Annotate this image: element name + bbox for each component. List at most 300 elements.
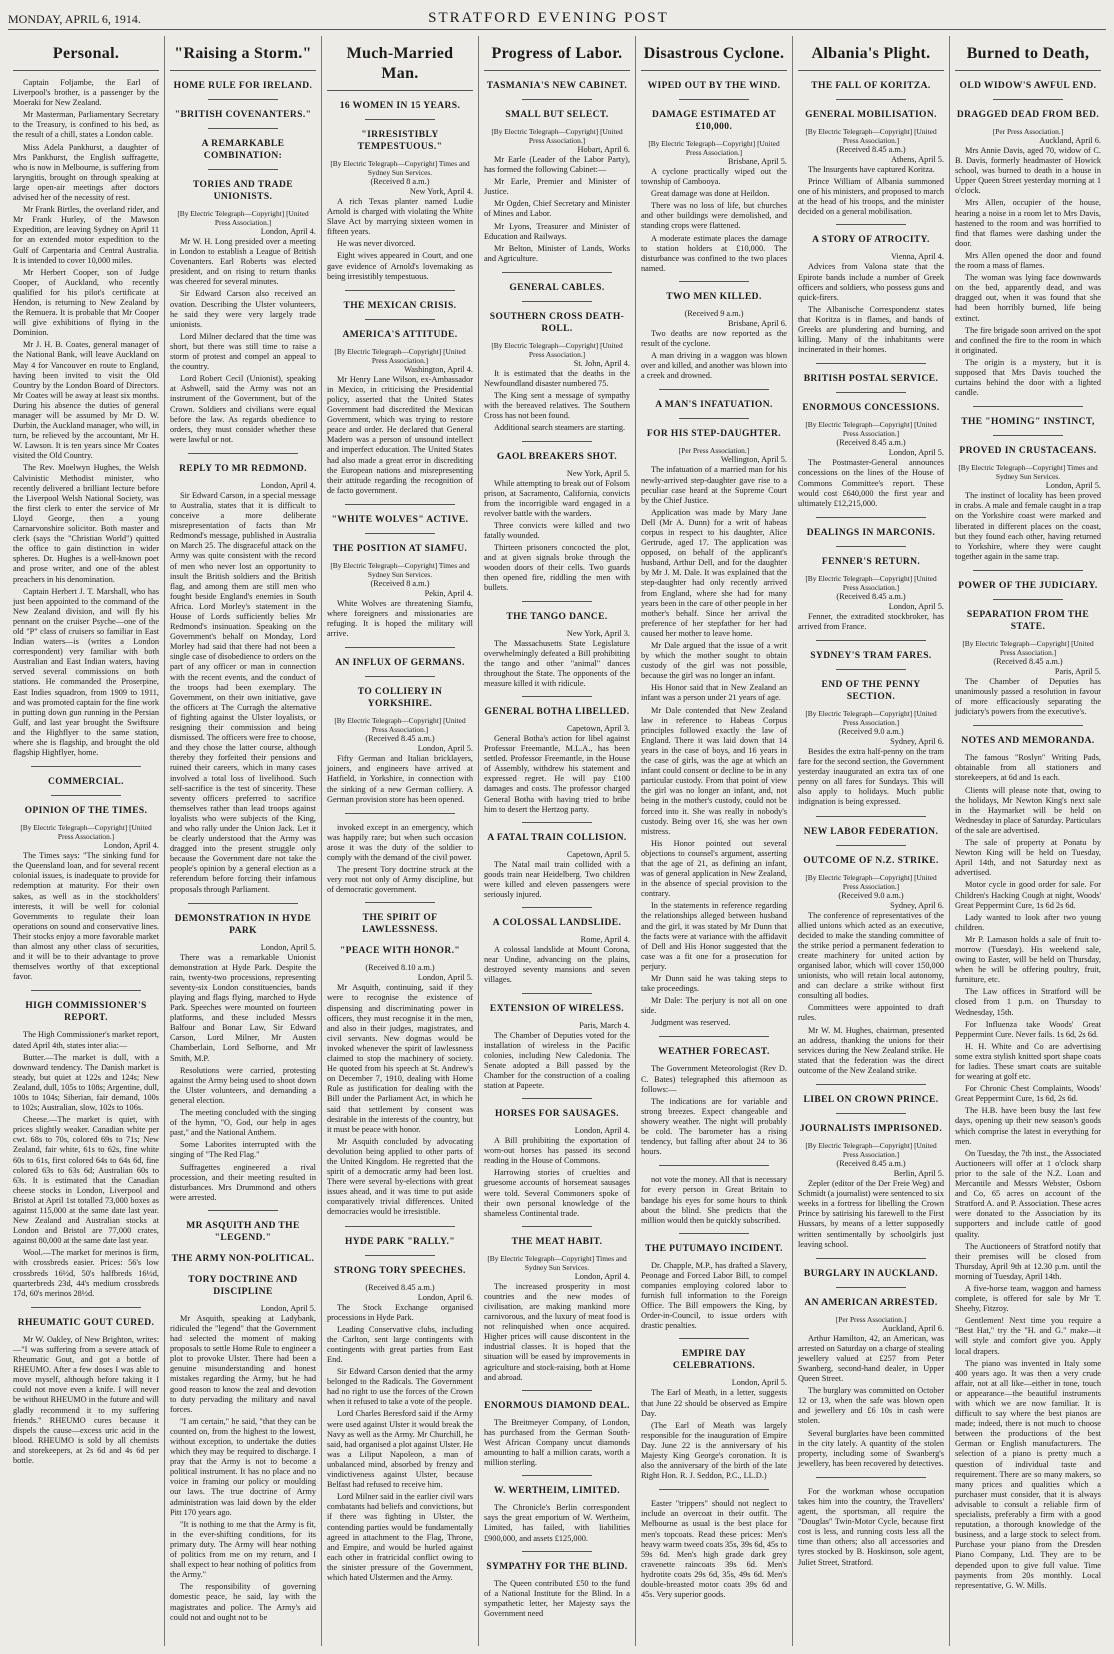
article-paragraph: The conference of representatives of the allied unions which acted as an executive, decided to make the standing committee of the strike period a permanent federation to create machinery for united action by organised labor, which will cover 150,000 unionists, who will retain local autonomy, and can declare a strike without first consulting all bodies.: [798, 910, 944, 1001]
received-time: (Received 8 a.m.): [370, 578, 430, 588]
section-divider: [522, 301, 592, 302]
dateline: Brisbane, April 6.: [728, 318, 787, 328]
sub-headline: THE ARMY NON-POLITICAL.: [171, 1253, 315, 1264]
sub-headline: SEPARATION FROM THE STATE.: [966, 609, 1090, 632]
wire-credit: [By Electric Telegraph—Copyright] [United Press Association.]: [962, 638, 1094, 657]
article-paragraph: Committees were appointed to draft rules.: [798, 1003, 944, 1023]
article-paragraph: "It is nothing to me that the Army is fit, in the ever-shifting conditions, for its primary duty. The Army will hear nothing of politics from me on my return, and I shall expect to hear nothing of politics from the Army.": [170, 1519, 316, 1580]
article-paragraph: The Natal mail train collided with a goods train near Heidelberg. Two children were killed and eleven passengers were seriously injured.: [484, 859, 630, 900]
article-paragraph: Gentlemen! Next time you require a "Best Hat," try the "H. and G." make—it will style and comfort give you. Apply local drapers.: [955, 1316, 1101, 1356]
received-time: (Received 9.0 a.m.): [838, 890, 904, 900]
section-divider: [836, 669, 906, 670]
wire-credit: [By Electric Telegraph—Copyright] [United Press Association.]: [20, 823, 152, 842]
article-paragraph: Wool.—The market for merinos is firm, with crossbreds easier. Prices: 56's low crossbreds 16½d, 50's halfbreds 16½d, quarterbreds 23d, 44's medium crossbreds 17d, 60's merinos 28½d.: [13, 1248, 159, 1298]
dateline: Hobart, April 6.: [577, 145, 630, 154]
section-divider: [365, 902, 435, 903]
article-paragraph: Sir Edward Carson denied that the army belonged to the Radicals. The Government had no right to use the forces of the Crown when it refused to take a vote of the people.: [327, 1367, 473, 1407]
news-column: [793, 36, 950, 1646]
dateline: New York, April 4.: [409, 187, 473, 196]
section-divider: [365, 1255, 435, 1256]
section-divider: [836, 546, 906, 547]
article-paragraph: White Wolves are threatening Siamfu, where foreigners and missionaries are refuging. It is hoped the military will arrive.: [327, 598, 473, 639]
issue-date: MONDAY, APRIL 6, 1914.: [8, 12, 141, 26]
dateline: London, April 6.: [417, 1292, 473, 1302]
sub-headline: DEALINGS IN MARCONIS.: [806, 527, 936, 538]
section-divider: [993, 99, 1063, 100]
dateline: Wellington, April 5.: [720, 455, 787, 465]
article-paragraph: Mr Earle, Premier and Minister of Justice.: [484, 177, 630, 197]
article-paragraph: Clients will please note that, owing to the holidays, Mr Newton King's next sale in the Haymarket will be held on Wednesday in place of Saturday. Particulars of the sale are advertised.: [955, 785, 1101, 835]
sub-headline: A COLOSSAL LANDSLIDE.: [492, 918, 622, 929]
article-paragraph: A Bill prohibiting the exportation of worn-out horses has passed its second reading in the House of Commons.: [484, 1136, 630, 1166]
sub-headline: AMERICA'S ATTITUDE.: [342, 329, 458, 340]
article-paragraph: not vote the money. All that is necessary for every person in Great Britain to bandage his eyes for some hours to think about the blind. She predicts that the million would then be quickly subscribed.: [641, 1175, 787, 1225]
column-headline: Burned to Death,: [955, 36, 1101, 71]
sub-headline: TORIES AND TRADE UNIONISTS.: [192, 180, 294, 202]
section-divider: [659, 1165, 769, 1166]
received-time: (Received 9.0 a.m.): [838, 726, 904, 736]
article-paragraph: Mr W. H. Long presided over a meeting in London to establish a League of British Covenanters. Earl Roberts was elected president, and on rising to return thanks was cheered for several minutes.: [170, 237, 316, 287]
sub-headline: SMALL BUT SELECT.: [505, 110, 609, 120]
article-paragraph: Mr J. H. B. Coates, general manager of the National Bank, will leave Auckland on May 4 for Vancouver en route to England, having been invited to visit the Old Country by the London Board of Directors. Mr Coates will be away at least six months. During his absence the duties of general manager will be assumed by Mr D. W. Durbin, the Auckland manager, who will, in turn, be relieved by the accountant, Mr H. W. Lawson. It is ten years since Mr Coates visited the Old Country.: [13, 340, 159, 461]
sub-headline: GAOL BREAKERS SHOT.: [496, 451, 618, 462]
article-paragraph: "I am certain," he said, "that they can be counted on, from the highest to the lowest, without exception, to undertake the duties which they may be required to discharge. I pray that the Army is not to become a political instrument. It has no place and no voice in framing our policy or moulding our laws. The true doctrine of Army administration was laid down by the elder Pitt 170 years ago.: [170, 1416, 316, 1517]
article-paragraph: For Influenza take Woods' Great Peppermint Cure. Never fails. 1s 6d, 2s 6d.: [955, 1019, 1101, 1039]
dateline: Sydney, April 6.: [890, 900, 944, 910]
section-divider: [836, 224, 906, 225]
section-divider: [816, 517, 926, 518]
article-paragraph: A moderate estimate places the damage to station holders at £10,000. The disturbance was confined to the two places named.: [641, 233, 787, 273]
received-time: (Received 8.45 a.m.): [836, 591, 906, 601]
sub-headline: THE FALL OF KORITZA.: [811, 81, 931, 91]
article-paragraph: He was never divorced.: [337, 239, 416, 249]
article-paragraph: The instinct of locality has been proved in crabs. A male and female caught in a trap on the Yorkshire coast were marked and liberated in different places on the coast, but they found each other, having returned to Yorkshire, where they were caught together again in the same trap.: [955, 491, 1101, 561]
sub-headline: WIPED OUT BY THE WIND.: [647, 81, 781, 91]
article-paragraph: His Honor said that in New Zealand an infant was a person under 21 years of age.: [641, 683, 787, 703]
sub-headline: NOTES AND MEMORANDA.: [961, 736, 1095, 747]
sub-headline: HIGH COMMISSIONER'S REPORT.: [25, 1001, 147, 1024]
section-divider: [522, 1226, 592, 1227]
sub-headline: "WHITE WOLVES" ACTIVE.: [331, 514, 469, 525]
article-paragraph: Lord Robert Cecil (Unionist), speaking at Ashwell, said the Army was not an instrument of the Government, but of the Crown. Soldiers and civilians were equal before the law. As regards obedience to orders, they must consider whether these were lawful or not.: [170, 374, 316, 444]
section-divider: [365, 533, 435, 534]
article-paragraph: The meeting concluded with the singing of the hymn, "O, God, our help in ages past," and the National Anthem.: [170, 1108, 316, 1138]
article-paragraph: Thirteen prisoners concocted the plot, and at given signals broke through the wooden doors of their cells. Two guards then opened fire, riddling the men with bullets.: [484, 543, 630, 593]
article-paragraph: It is estimated that the deaths in the Newfoundland disaster numbered 75.: [484, 368, 630, 389]
article-paragraph: The infatuation of a married man for his newly-arrived step-daughter gave rise to a peculiar case heard at the Supreme Court by the Chief Justice.: [641, 465, 787, 505]
news-column: [8, 36, 165, 1646]
dateline: London, April 5.: [888, 448, 944, 458]
article-paragraph: Fifty German and Italian bricklayers, joiners, and engineers have arrived at Hatfield, in Yorkshire, in connection with the sinking of a new German colliery. A German provision store has been opened.: [327, 754, 473, 804]
article-paragraph: Lord Milner said in the earlier civil wars combatants had beliefs and convictions, but if there was fighting in Ulster, the contending parties would be fundamentally agreed in attachment to the Flag, Throne, and Empire, and would be hurled against each other in fratricidal conflict owing to the sinister pressure of the Government, which hated Ulstermen and the Army.: [327, 1492, 473, 1582]
section-divider: [836, 1113, 906, 1114]
column-headline: Albania's Plight.: [798, 36, 944, 71]
dateline: Auckland, April 6.: [882, 1323, 944, 1333]
section-divider: [973, 406, 1083, 407]
article-paragraph: The woman was lying face downwards on the bed, apparently dead, and was dragged out, when it was found that she had been horribly burned, life being extinct.: [955, 273, 1101, 323]
section-divider: [345, 504, 455, 505]
article-paragraph: The origin is a mystery, but it is supposed that Mrs Davis touched the curtains behind the door with a lighted candle.: [955, 357, 1101, 398]
article-paragraph: The Chronicle's Berlin correspondent says the great emporium of W. Wertheim, Limited, has failed, with liabilities £900,000, and assets £125,000.: [484, 1503, 630, 1543]
section-divider: [679, 99, 749, 100]
sub-headline: SOUTHERN CROSS DEATH-ROLL.: [489, 311, 625, 334]
article-paragraph: On Tuesday, the 7th inst., the Associated Auctioneers will offer at 1 o'clock sharp prior to the sale of the N.Z. Loan and Mercantile and Messrs Webster, Osborn and Co, 65 acres on account of the Stratford A. and P. Association. These acres were donated to the Association by its supporters and include cattle of good quality.: [955, 1148, 1101, 1239]
dateline: London, April 5.: [731, 1378, 787, 1388]
article-paragraph: The responsibility of governing domestic peace, he said, lay with the magistrates and police. The Army's aid could not and ought not to be: [170, 1582, 316, 1622]
article-paragraph: invoked except in an emergency, which was happily rare; but when such occasion arose it was the duty of the soldier to comply with the demand of the civil power.: [327, 822, 473, 862]
dateline: New York, April 3.: [566, 628, 630, 638]
article-paragraph: The Massachusetts State Legislature overwhelmingly defeated a Bill prohibiting the tango and other "animal" dances throughout the State. The opponents of the measure killed it with ridicule.: [484, 638, 630, 688]
section-divider: [522, 993, 592, 994]
column-headline: Progress of Labor.: [484, 36, 630, 71]
section-divider: [522, 1475, 592, 1476]
sub-headline: 16 WOMEN IN 15 YEARS.: [339, 101, 461, 111]
section-divider: [836, 99, 906, 100]
article-paragraph: Mr Dale argued that the issue of a writ by which the mother sought to obtain custody of the girl was not possible, because the girl was no longer an infant.: [641, 641, 787, 681]
sub-headline: GENERAL MOBILISATION.: [805, 110, 937, 120]
article-paragraph: The Postmaster-General announces concessions on the lines of the House of Commons Committee's report. These would cost £640,000 the first year and ultimately £12,215,000.: [798, 458, 944, 508]
article-paragraph: Some Laborites interrupted with the singing of "The Red Flag.": [170, 1140, 316, 1160]
section-divider: [679, 418, 749, 419]
section-divider: [365, 119, 435, 120]
received-time: (Received 8 a.m.): [370, 177, 430, 186]
article-paragraph: Suffragettes engineered a rival procession, and their meeting resulted in disturbances. Mrs Drummond and others were arrested.: [170, 1162, 316, 1202]
dateline: London, April 5.: [260, 942, 316, 952]
news-column: [636, 36, 793, 1646]
article-paragraph: A rich Texas planter named Ludie Arnold is charged with violating the White Slave Act by marrying sixteen women in fifteen years.: [327, 197, 473, 237]
section-divider: [659, 389, 769, 390]
article-paragraph: Mr Herbert Cooper, son of Judge Cooper, of Auckland, who recently qualified for his pilot's certificate at Hendon, is returning to New Zealand by the Remuera. It is probable that Mr Cooper will give exhibitions of flying in the Dominion.: [13, 267, 159, 338]
article-paragraph: The fire brigade soon arrived on the spot and confined the fire to the room in which it originated.: [955, 325, 1101, 355]
section-divider: [522, 1551, 592, 1552]
article-paragraph: Mr Ogden, Chief Secretary and Minister of Mines and Labor.: [484, 199, 630, 219]
article-paragraph: Butter.—The market is dull, with a downward tendency. The Danish market is steady, but quiet at 122s and 124s; New Zealand, dull, 105s to 108s; Argentine, dull, 100s to 104s; Siberian, fair demand, 100s to 102s; Australian, slow, 102s to 106s.: [13, 1052, 159, 1113]
article-paragraph: The present Tory doctrine struck at the very root not only of Army discipline, but of democratic government.: [327, 865, 473, 895]
article-paragraph: Mr Frank Birtles, the overland rider, and Mr Frank Hurley, of the Mawson Expedition, are leaving Sydney on April 11 for an extended motor expedition to the Gulf of Carpentaria and Central Australia. It is intended to cover 10,000 miles.: [13, 205, 159, 265]
article-paragraph: The Queen contributed £50 to the fund of a National Institute for the Blind. In a sympathetic letter, her Majesty says the Government need: [484, 1578, 630, 1618]
wire-credit: [By Electric Telegraph—Copyright] [United Press Association.]: [805, 1141, 937, 1160]
dateline: New York, April 5.: [566, 468, 630, 478]
article-paragraph: The Government Meteorologist (Rev D. C. Bates) telegraphed this afternoon as follows:—: [641, 1064, 787, 1094]
section-divider: [836, 392, 906, 393]
sub-headline: A MAN'S INFATUATION.: [655, 400, 773, 411]
wire-credit: [Per Press Association.]: [992, 127, 1064, 136]
sub-headline: W. WERTHEIM, LIMITED.: [493, 1486, 621, 1497]
section-divider: [522, 1098, 592, 1099]
dateline: Rome, April 4.: [580, 935, 630, 945]
dateline: London, April 5.: [417, 744, 473, 754]
received-time: (Received 8.45 a.m.): [365, 1282, 435, 1292]
wire-credit: [By Electric Telegraph—Copyright] [United Press Association.]: [491, 340, 623, 359]
wire-credit: [By Electric Telegraph—Copyright] [United Press Association.]: [805, 573, 937, 592]
sub-headline: A REMARKABLE COMBINATION:: [201, 139, 285, 161]
section-divider: [522, 99, 592, 100]
article-paragraph: The famous "Roslyn" Writing Pads, obtainable from all stationers and storekeepers, at 6d and 1s each.: [955, 753, 1101, 783]
sub-headline: THE "HOMING" INSTINCT,: [961, 417, 1095, 428]
section-divider: [208, 169, 278, 170]
article-paragraph: Mr Dunn said he was taking steps to take proceedings.: [641, 974, 787, 994]
sub-headline: AN INFLUX OF GERMANS.: [335, 658, 465, 669]
section-divider: [816, 363, 926, 364]
received-time: (Received 8.45 a.m.): [836, 145, 906, 154]
wire-credit: [By Electric Telegraph—Copyright] Times and Sydney Sun Services.: [958, 463, 1098, 482]
section-divider: [679, 281, 749, 282]
article-paragraph: Mr Asquith concluded by advocating devolution being applied to other parts of the United Kingdom. He regretted that the spirit of a democratic army had been lost. There were several by-elections with great issues ahead, and it was time to put aside comparatively trivial differences. United democracies would be irresistible.: [327, 1136, 473, 1217]
sub-headline: HOME RULE FOR IRELAND.: [173, 81, 313, 91]
section-divider: [345, 813, 455, 814]
received-time: (Received 8.45 a.m.): [836, 1159, 906, 1169]
dateline: Pekin, April 4.: [424, 588, 473, 598]
column-headline: Disastrous Cyclone.: [641, 36, 787, 71]
sub-headline: HORSES FOR SAUSAGES.: [495, 1109, 619, 1120]
section-divider: [816, 816, 926, 817]
article-paragraph: The Earl of Meath, in a letter, suggests that June 22 should be observed as Empire Day.: [641, 1388, 787, 1418]
article-paragraph: In the statements in reference regarding the relationships alleged between husband and the girl, it was stated by Mr Dunn that the facts were at variance with the affidavit of Dell and His Honor suggested that the case was a fit one for a prosecution for perjury.: [641, 901, 787, 971]
article-paragraph: The Breitmeyer Company, of London, has purchased from the German South-West African Company uncut diamonds amounting to half a million carats, worth a million sterling.: [484, 1417, 630, 1468]
article-paragraph: Judgment was reserved.: [651, 1018, 731, 1028]
sub-headline: "BRITISH COVENANTERS.": [174, 110, 312, 120]
dateline: St. John, April 4.: [573, 358, 630, 368]
wire-credit: [By Electric Telegraph—Copyright] [United Press Association.]: [491, 127, 623, 145]
sub-headline: THE MEAT HABIT.: [511, 1236, 603, 1247]
article-paragraph: The sale of property at Ponatu by Newton King will be held on Tuesday, April 14th, and not Saturday next as advertised.: [955, 838, 1101, 878]
article-paragraph: Resolutions were carried, protesting against the Army being used to shoot down the Ulster volunteers, and demanding a general election.: [170, 1065, 316, 1105]
section-divider: [973, 725, 1083, 726]
sub-headline: TWO MEN KILLED.: [666, 291, 762, 302]
article-paragraph: The Rev. Moelwyn Hughes, the Welsh Calvinistic Methodist minister, who recently delivered a brilliant lecture before the Liverpool Welsh National Society, was the first clerk to enter the service of Mr Lloyd George, then a young Carnarvonshire solicitor. Both master and clerk (says the "Christian World") quitted the office to gain distinction in wider spheres. Dr. Hughes is a well-known poet and prose writer, and one of the ablest preachers in his denomination.: [13, 463, 159, 584]
article-paragraph: Miss Adela Pankhurst, a daughter of Mrs Pankhurst, the English suffragette, who is now in Melbourne, is suffering from laryngitis, brought on through speaking at large open-air meetings after doctors advised her of the necessity of rest.: [13, 142, 159, 203]
sub-headline: OUTCOME OF N.Z. STRIKE.: [803, 855, 939, 866]
dateline: Athens, April 5.: [890, 155, 944, 164]
article-paragraph: Mr W. M. Hughes, chairman, presented an address, thanking the unions for their services during the New Zealand strike. He stated that the federation was the direct outcome of the New Zealand strike.: [798, 1025, 944, 1075]
section-divider: [816, 640, 926, 641]
article-paragraph: Great damage was done at Heildon.: [651, 189, 770, 199]
article-paragraph: A five-horse team, waggon and harness complete, is offered for sale by Mr T. Sheehy, Fitzroy.: [955, 1283, 1101, 1314]
article-paragraph: A cyclone practically wiped out the township of Cambooya.: [641, 167, 787, 187]
section-divider: [31, 766, 141, 767]
column-headline: Personal.: [13, 36, 159, 71]
section-divider: [836, 845, 906, 846]
wire-credit: [By Electric Telegraph—Copyright] [United Press Association.]: [805, 708, 937, 727]
sub-headline: A FATAL TRAIN COLLISION.: [487, 832, 627, 843]
article-paragraph: Leading Conservative clubs, including the Carlton, sent large contingents with contingents with great parties from East End.: [327, 1324, 473, 1364]
section-divider: [522, 601, 592, 602]
received-time: (Received 8.45 a.m.): [836, 438, 906, 448]
sub-headline: END OF THE PENNY SECTION.: [821, 679, 921, 702]
article-paragraph: Fenner, the extradited stockbroker, has arrived from France.: [798, 611, 944, 631]
dateline: Sydney, April 6.: [890, 736, 944, 746]
news-column: [165, 36, 322, 1646]
section-divider: [816, 1258, 926, 1259]
section-divider: [31, 1307, 141, 1308]
dateline: Capetown, April 5.: [566, 849, 630, 859]
section-divider: [345, 1226, 455, 1227]
received-time: (Received 8.10 a.m.): [365, 963, 435, 973]
article-paragraph: The Albanische Correspondenz states that Koritza is in flames, and bands of Greeks are plundering and burning, and killing. Many of the inhabitants were incinerated in their homes.: [798, 304, 944, 355]
article-paragraph: (The Earl of Meath was largely responsible for the inauguration of Empire Day. June 22 is the anniversary of his Majesty King George's coronation. It is also the anniversary of the birth of the late Right Hon. R. J. Seddon, P.C., LL.D.): [641, 1420, 787, 1481]
sub-headline: OLD WIDOW'S AWFUL END.: [959, 81, 1097, 91]
wire-credit: [By Electric Telegraph—Copyright] [United Press Association.]: [334, 716, 466, 735]
dateline: Capetown, April 3.: [566, 724, 630, 733]
article-paragraph: Mr Lyons, Treasurer and Minister of Education and Railways.: [484, 221, 630, 241]
sub-headline: A STORY OF ATROCITY.: [812, 235, 930, 246]
wire-credit: [By Electric Telegraph—Copyright] [United Press Association.]: [648, 139, 780, 157]
sub-headline: LIBEL ON CROWN PRINCE.: [803, 1095, 939, 1106]
sub-headline: GENERAL CABLES.: [509, 282, 605, 293]
article-paragraph: Mr Asquith, continuing, said if they were to recognise the existence of dispensing and discriminating power in officers, they must recognise it in the men, and also in their judges, magistrates, and civil servants. New dogmas would be invoked whenever the spirit of lawlessness claimed to stop the machinery of society. He quoted from his speech at St. Andrew's on December 7, 1910, dealing with Home Rule as justification for dealing with the Bill under the Parliament Act, in which he said that settlement by consent was desirable in the interests of the country, but it must be peace with honor.: [327, 983, 473, 1134]
sub-headline: NEW LABOR FEDERATION.: [803, 826, 939, 837]
article-paragraph: Mr Dale: The perjury is not all on one side.: [641, 996, 787, 1016]
article-paragraph: Lord Milner declared that the time was short, but there was still time to raise a storm of protest and compel an appeal to the country.: [170, 331, 316, 372]
article-paragraph: Harrowing stories of cruelties and gruesome accounts of horsemeat sausages were told. Several Commoners spoke of their own personal knowledge of the shameless Continental trade.: [484, 1168, 630, 1218]
article-paragraph: The indications are for variable and strong breezes. Expect changeable and showery weather. The night will probably be cold. The barometer has a rising tendency, but falling after about 24 to 36 hours.: [641, 1096, 787, 1157]
article-paragraph: Mrs Allen, occupier of the house, hearing a noise in a room let to Mrs Davis, hastened to the room and was horrified to find that flames were dashing under the door.: [955, 198, 1101, 248]
article-paragraph: Prince William of Albania summoned one of his ministers, and proposed to march at the head of his troops, and the minister decided on a general mobilisation.: [798, 177, 944, 217]
dateline: London, April 4.: [260, 480, 316, 490]
article-paragraph: Lord Charles Beresford said if the Army were used against Ulster it would break the Navy as well as the Army. Mr Churchill, he said, had organised a plot against Ulster. He was a Liliput Napoleon, a man of unbalanced mind, absorbed by frenzy and vindictiveness against Ulster, because Belfast had refused to receive him.: [327, 1409, 473, 1490]
wire-credit: [By Electric Telegraph—Copyright] [United Press Association.]: [805, 420, 937, 439]
article-paragraph: Captain Herbert J. T. Marshall, who has just been appointed to the command of the New Zealand division, and will fly his pennant on the cruiser Psyche—one of the old "P" class of cruisers so familiar in East Indian waters—is (writes a London correspondent) very familiar with both Australian and East Indian waters, having served several commissions on both stations. He commanded the Proserpine, East Indies squadron, from 1909 to 1911, and was promoted captain for the fine work in putting down gun running in the Persian Gulf, and last year brought the Swiftsure and the Highflyer to the same station, where she is flagship, and brought the old flagship Highflyer, home.: [13, 586, 159, 758]
dateline: Berlin, April 5.: [893, 1169, 944, 1179]
sub-headline: PROVED IN CRUSTACEANS.: [959, 446, 1097, 457]
section-divider: [365, 319, 435, 320]
section-divider: [188, 453, 298, 454]
article-paragraph: The Stock Exchange organised processions in Hyde Park.: [327, 1302, 473, 1322]
sub-headline: EMPIRE DAY CELEBRATIONS.: [672, 1349, 756, 1372]
article-paragraph: The High Commissioner's market report, dated April 4th, states inter alia:—: [13, 1030, 159, 1050]
article-paragraph: Advices from Valona state that the Epirote bands include a number of Greek officers and soldiers, who possess guns and quick-firers.: [798, 262, 944, 302]
article-paragraph: Eight wives appeared in Court, and one gave evidence of Arnold's lovemaking as being irresistibly tempestuous.: [327, 251, 473, 281]
sub-headline: EXTENSION OF WIRELESS.: [489, 1003, 625, 1014]
section-divider: [31, 990, 141, 991]
sub-headline: "IRRESISTIBLY TEMPESTUOUS.": [357, 130, 443, 152]
wire-credit: [By Electric Telegraph—Copyright] Times and Sydney Sun Services.: [330, 159, 470, 177]
sub-headline: FENNER'S RETURN.: [821, 556, 921, 567]
wire-credit: [By Electric Telegraph—Copyright] [United Press Association.]: [805, 872, 937, 891]
sub-headline: BURGLARY IN AUCKLAND.: [803, 1268, 939, 1279]
wire-credit: [By Electric Telegraph—Copyright] [United Press Association.]: [177, 209, 309, 227]
section-divider: [816, 1084, 926, 1085]
article-paragraph: H. H. White and Co are advertising some extra stylish knitted sport shape coats for ladies. These smart coats are suitable for wearing at golf etc.: [955, 1041, 1101, 1082]
article-paragraph: The H.B. have been busy the last few days, opening up their new season's goods which comprise the latest in everything for men.: [955, 1106, 1101, 1146]
article-paragraph: The Times says: "The sinking fund for the Queensland loan, and for several recent colonial issues, is inadequate to provide for redemption at maturity. For their own sakes, as well as in the stockholders' interests, it will be well for colonial Governments to regulate their loan operations on sound and conservative lines. Their stocks enjoy a more favorable market than almost any other class of securities, and it will be to their advantage to prove themselves worthy of that exceptional favor.: [13, 851, 159, 982]
article-paragraph: The piano was invented in Italy some 400 years ago. It was then a very crude affair, not at all like—either in tone, touch or appearance—the beautiful instruments with which we are now familiar. It is difficult to say where the best pianos are made; indeed, there is not much to choose between the productions of the best German or English manufacturers. The selection of a piano is pretty much a question of individual taste and requirement. There are so many makers, so many prices and qualities which a purchaser must consider, that it is always advisable to consult a reliable firm of specialists, preferably a firm with a good reputation, a thorough knowledge of the business, and a large stock to select from. Purchase your piano from the Dresden Piano Company, Ltd. They are to be depended upon to give full value. Time payments from 20s monthly. Local representative, G. W. Mills.: [955, 1358, 1101, 1590]
article-paragraph: Mr Dale contended that New Zealand law in reference to Habeas Corpus principles followed exactly the law of England. There it was laid down that 14 years in the case of boys, and 16 years in the case of girls, was the age at which an infant could consent or decline to be in any particular custody. From that point of view the girl was no longer an infant, and, not being in the mother's custody, could not be forced into it. She was really in nobody's custody. Being over 16, she was her own mistress.: [641, 705, 787, 836]
news-column: [322, 36, 479, 1646]
column-headline: Much-Married Man.: [327, 36, 473, 91]
dateline: London, April 5.: [417, 973, 473, 983]
article-paragraph: Cheese.—The market is quiet, with prices slightly weaker. Canadian white per cwt. 68s to 70s, colored 69s to 71s; New Zealand, fair white, 61s to 62s, fine white 60s to 61s, first colored 64s to 64s 6d, fine colored 63s to 63s 6d; Australian 60s to 63s. It is estimated that the Canadian cheese stocks in London, Liverpool and Bristol at April 1st totalled 73,000 boxes as against 115,000 at the same date last year. New Zealand and Australian stocks at London and Bristol are 77,000 crates, against 80,000 at the same date last year.: [13, 1115, 159, 1246]
sub-headline: TORY DOCTRINE AND DISCIPLINE: [188, 1274, 298, 1297]
received-time: (Received 8.45 a.m.): [365, 734, 435, 744]
article-paragraph: Sir Edward Carson also received an ovation. Describing the Ulster volunteers, he said they were very largely trade unionists.: [170, 289, 316, 329]
sub-headline: THE PUTUMAYO INCIDENT.: [645, 1243, 783, 1254]
sub-headline: MR ASQUITH AND THE "LEGEND.": [186, 1220, 300, 1243]
sub-headline: ENORMOUS DIAMOND DEAL.: [484, 1400, 630, 1411]
sub-headline: POWER OF THE JUDICIARY.: [958, 580, 1098, 591]
section-divider: [522, 822, 592, 823]
article-paragraph: A colossal landslide at Mount Corona, near Undine, advancing on the plains, destroyed seventy mansions and seven villages.: [484, 945, 630, 985]
newspaper-title: STRATFORD EVENING POST: [428, 10, 669, 26]
article-paragraph: The King sent a message of sympathy with the bereaved relatives. The Southern Cross has not been found.: [484, 391, 630, 421]
article-paragraph: While attempting to break out of Folsom prison, at Sacramento, California, convicts from the incorrigible ward engaged in a revolver battle with the warders.: [484, 478, 630, 518]
sub-headline: FOR HIS STEP-DAUGHTER.: [646, 429, 782, 440]
article-paragraph: Easter "trippers" should not neglect to include an overcoat in their outfit. The Melbourne as usual is the best place for men's topcoats. Read these prices: Men's heavy warm tweed coats 35s, 39s 6d, 45s to 59s 6d. Men's high grade dark grey cravenette raincoats 39s 6d. Men's hydrotite coats 29s 6d, 35s, 49s 6d. Men's double-breasted motor coats 39s 6d and 45s. Very superior goods.: [641, 1499, 787, 1600]
wire-credit: [By Electric Telegraph—Copyright] Times and Sydney Sun Services.: [330, 560, 470, 579]
article-paragraph: The increased prosperity in most countries and the new modes of civilisation, are making mankind more carnivorous, and the luxury of meat food is not relinquished when once acquired. Higher prices will cause discontent in the industrial classes. It is hoped that the situation will be eased by improvements in agriculture and stock-raising, both at Home and abroad.: [484, 1281, 630, 1382]
dateline: London, April 5.: [888, 601, 944, 611]
article-paragraph: Arthur Hamilton, 42, an American, was arrested on Saturday on a charge of stealing jewellery valued at £257 from Peter Swanberg, second-hand dealer, in Upper Queen Street.: [798, 1333, 944, 1384]
section-divider: [679, 1233, 749, 1234]
section-divider: [659, 1489, 769, 1490]
article-paragraph: The Insurgents have captured Koritza.: [808, 165, 935, 174]
news-column: [479, 36, 636, 1646]
sub-headline: THE TANGO DANCE.: [506, 611, 608, 622]
section-divider: [522, 907, 592, 908]
wire-credit: [By Electric Telegraph—Copyright] [United Press Association.]: [334, 346, 466, 365]
dateline: London, April 4.: [574, 1271, 630, 1281]
article-paragraph: The Chamber of Deputies has unanimously passed a resolution in favour of more efficaciously separating the judiciary's powers from the executive's.: [955, 676, 1101, 717]
section-divider: [188, 903, 298, 904]
article-paragraph: Mr W. Oakley, of New Brighton, writes:—"I was suffering from a severe attack of Rheumatic Gout, and got a bottle of RHEUMO. After a few doses I was able to move myself, although before taking it I could not move even a knife. I will never be without RHEUMO in the future and will gladly recommend it to my suffering friends." RHEUMO cures because it dispels the cause—excess uric acid in the blood. RHEUMO is sold by all chemists and storekeepers, at 2s 6d and 4s 6d per bottle.: [13, 1334, 159, 1465]
sub-headline: SYDNEY'S TRAM FARES.: [810, 650, 932, 661]
dateline: London, April 4.: [260, 227, 316, 236]
section-divider: [345, 647, 455, 648]
article-paragraph: Mr Asquith, speaking at Ladybank, ridiculed the "legend" that the Government had selected the moment of making proposals to settle Home Rule to engineer a plot to provoke Ulster. There had been a genuine misunderstanding and honest mistakes regarding the Army, but he had good reason to know the zeal and devotion to duty pervading the military and naval forces.: [170, 1313, 316, 1414]
column-headline: "Raising a Storm.": [170, 36, 316, 71]
section-divider: [993, 435, 1063, 436]
wire-credit: [By Electric Telegraph—Copyright] Times and Sydney Sun Services.: [487, 1253, 627, 1272]
sub-headline: TASMANIA'S NEW CABINET.: [486, 81, 628, 91]
article-paragraph: General Botha's action for libel against Professor Freemantle, M.L.A., has been settled. Professor Freemantle, in the House of Assembly, withdrew his statement and expressed regret. He will pay £100 damages and costs. The professor charged General Botha with having tried to bribe him to desert the Hertzog party.: [484, 734, 630, 814]
article-paragraph: Dr. Chapple, M.P., has drafted a Slavery, Peonage and Forced Labor Bill, to compel companies employing colored labor to furnish full information to the Foreign Office. The Bill empowers the King, by Order-in-Council, to issue orders with drastic penalties.: [641, 1260, 787, 1331]
sub-headline: THE SPIRIT OF LAWLESSNESS.: [362, 913, 438, 936]
wire-credit: [Per Press Association.]: [835, 1314, 907, 1324]
sub-headline: HYDE PARK "RALLY.": [344, 1236, 456, 1247]
article-paragraph: Mr Earle (Leader of the Labor Party), has formed the following Cabinet:—: [484, 155, 630, 175]
received-time: (Received 9 a.m.): [684, 308, 744, 318]
sub-headline: ENORMOUS CONCESSIONS.: [802, 403, 940, 414]
wire-credit: [By Electric Telegraph—Copyright] [United Press Association.]: [805, 127, 937, 145]
article-paragraph: His Honor pointed out several objections to counsel's argument, asserting that the age of 21, as defining an infant, was of general application in New Zealand, in the absence of special provision to the contrary.: [641, 838, 787, 899]
sub-headline: THE MEXICAN CRISIS.: [343, 300, 457, 311]
article-paragraph: The Auctioneers of Stratford notify that their premises will be closed from Thursday, April 9th at 12.30 p.m. until the morning of Tuesday, April 14th.: [955, 1241, 1101, 1281]
section-divider: [208, 128, 278, 129]
dateline: Washington, April 4.: [404, 364, 473, 374]
sub-headline: DRAGGED DEAD FROM BED.: [956, 110, 1100, 120]
article-paragraph: Additional search steamers are starting.: [494, 423, 626, 433]
article-paragraph: There was no loss of life, but churches and other buildings were demolished, and standing crops were flattened.: [641, 201, 787, 231]
dateline: Brisbane, April 5.: [728, 157, 787, 166]
article-paragraph: Motor cycle in good order for sale. For Children's Hacking Cough at night, Woods' Great Peppermint Cure, 1s 6d 2s 6d.: [955, 880, 1101, 910]
dateline: London, April 4.: [574, 1126, 630, 1136]
sub-headline: TO COLLIERY IN YORKSHIRE.: [357, 687, 443, 710]
article-paragraph: Sir Edward Carson, in a special message to Australia, states that it is difficult to conceive a more deliberate misrepresentation of facts than Mr Redmond's message, published in Australia on March 25. The disgraceful attack on the Army was quite consistent with the record of men who never lost an opportunity to insult the British soldiers and the British flag, and among them are still men who fought beside England's enemies in South Africa. Lord Morley's statement in the House of Lords sufficiently belies Mr Redmond's insinuation. Speaking on the Government's behalf on Monday, Lord Morley had said that there had not been a single case of disobedience to orders on the part of any officer or man in connection with the recent events, and the conduct of the troops had been exemplary. The Government, on their own initiative, gave the officers at The Curragh the alternative of fighting against the Ulster loyalists, or resigning their commission and being dismissed. The officers were free to choose, and they chose the latter course, although thereby they forfeited their pensions and ruined their careers, which in many cases involved a total loss of livelihood. Such self-sacrifice is the test of sincerity. These seventy officers preferred to sacrifice themselves rather than lead troops against loyalists who were subjects of the King, and who rally under the Union Jack. Let it be clearly understood that the Army was dragged into the present struggle only because the Government dare not take the people's opinion by a general election as a referendum before forcing their infamous proposals through Parliament.: [170, 490, 316, 894]
article-paragraph: Mr P. Lamason holds a sale of fruit to-morrow (Tuesday). His weekend sale, owing to Easter, will be held on Thursday, when he will be offering poultry, fruit, furniture, etc.: [955, 934, 1101, 985]
sub-headline: SYMPATHY FOR THE BLIND.: [486, 1561, 628, 1572]
sub-headline: RHEUMATIC GOUT CURED.: [17, 1317, 155, 1328]
article-paragraph: Mrs Annie Davis, aged 70, widow of C. B. Davis, formerly headmaster of Howick school, was burned to death in a house in Upper Queen Street yesterday morning at 1 o'clock.: [955, 146, 1101, 196]
section-divider: [522, 696, 592, 697]
article-paragraph: The Chamber of Deputies voted for the installation of wireless in the Pacific colonies, including New Caledonia. The Senate adopted a Bill passed by the Chamber for the construction of a coaling station at Papeete.: [484, 1030, 630, 1090]
article-paragraph: Two deaths are now reported as the result of the cyclone.: [641, 328, 787, 349]
article-paragraph: Besides the extra half-penny on the tram fare for the second section, the Government yesterday inaugurated an extra tax of one penny on all fares for Sundays. This will also apply to holidays. Much public indignation is being expressed.: [798, 746, 944, 807]
received-time: (Received 8.45 a.m.): [993, 656, 1063, 666]
article-paragraph: The burglary was committed on October 12 or 13, when the safe was blown open and jewellery and £6 10s in cash were stolen.: [798, 1386, 944, 1426]
page-columns: [8, 36, 1106, 1646]
article-paragraph: The Law offices in Stratford will be closed from 1 p.m. on Thursday to Wednesday, 15th.: [955, 987, 1101, 1017]
article-paragraph: Mr Belton, Minister of Lands, Works and Agriculture.: [484, 243, 630, 263]
